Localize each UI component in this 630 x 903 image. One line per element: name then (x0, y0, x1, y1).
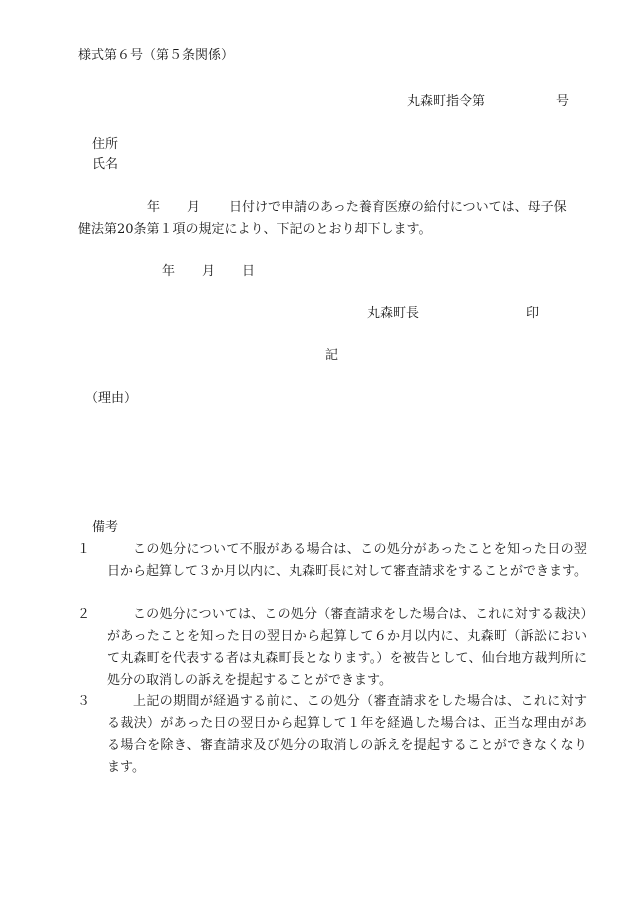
body-year: 年 (147, 200, 161, 215)
note-number: １ (77, 542, 91, 557)
note-item (77, 691, 587, 779)
date-year: 年 (162, 264, 176, 279)
date-day: 日 (242, 264, 256, 279)
note-text: 上記の期間が経過する前に、この処分（審査請求をした場合は、これに対する裁決）があった日の翌日から起算して１年を経過した場合は、正当な理由がある場合を除き、審査請求及び処分の取消しの訴えを提起することができなくなります。 (107, 694, 587, 775)
note-text: この処分について不服がある場合は、この処分があったことを知った日の翌日から起算して３か月以内に、丸森町長に対して審査請求をすることができます。 (107, 542, 587, 579)
reason-label: （理由） (85, 391, 138, 406)
body-line2: 健法第20条第１項の規定により、下記のとおり却下します。 (78, 222, 432, 237)
form-label: 様式第６号（第５条関係） (78, 48, 235, 63)
order-suffix: 号 (556, 94, 570, 109)
seal-mark: 印 (526, 306, 540, 321)
body-month: 月 (187, 200, 201, 215)
mayor-title: 丸森町長 (367, 306, 420, 321)
note-item (77, 604, 587, 692)
ki-heading: 記 (325, 348, 339, 363)
name-label: 氏名 (92, 157, 119, 172)
note-number: ２ (77, 607, 91, 622)
note-number: ３ (77, 694, 91, 709)
notes-heading: 備考 (92, 520, 119, 535)
note-item (77, 539, 587, 583)
body-line1-rest: 日付けで申請のあった養育医療の給付については、母子保 (229, 200, 567, 215)
address-label: 住所 (92, 137, 119, 152)
order-prefix: 丸森町指令第 (407, 94, 486, 109)
date-month: 月 (202, 264, 216, 279)
note-text: この処分については、この処分（審査請求をした場合は、これに対する裁決）があったことを知った日の翌日から起算して６か月以内に、丸森町（訴訟において丸森町を代表する者は丸森町長となります。）を被告として、仙台地方裁判所に処分の取消しの訴えを提起することができます。 (107, 607, 587, 688)
